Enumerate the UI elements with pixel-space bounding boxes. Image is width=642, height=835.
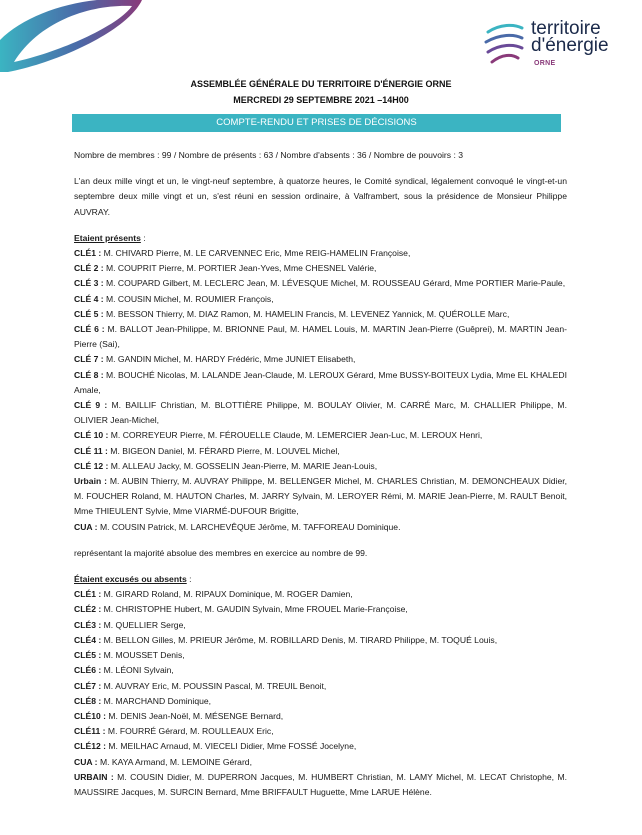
group-members: M. COUPRIT Pierre, M. PORTIER Jean-Yves, Mme CHESNEL Valérie, xyxy=(103,263,377,274)
excused-heading-label: Étaient excusés ou absents xyxy=(74,574,187,585)
group-members: M. COUSIN Didier, M. DUPERRON Jacques, M. HUMBERT Christian, M. LAMY Michel, M. LECAT Christophe, M. MAUSSIRE Jacques, M. SURCIN Bernard, Mme BRIFFAULT Huguette, Mme LARUE Hélène. xyxy=(74,771,567,797)
group-members: M. COUSIN Michel, M. ROUMIER François, xyxy=(103,293,274,304)
group-members: M. DENIS Jean-Noël, M. MÉSENGE Bernard, xyxy=(106,710,284,721)
group-members: M. AUVRAY Eric, M. POUSSIN Pascal, M. TREUIL Benoit, xyxy=(101,680,327,691)
group-key: CLÉ2 : xyxy=(74,604,102,615)
excused-heading: Étaient excusés ou absents : xyxy=(74,574,192,585)
group-key: CLÉ 7 : xyxy=(74,354,104,365)
group-members: M. BOUCHÉ Nicolas, M. LALANDE Jean-Claude, M. LEROUX Gérard, Mme BUSSY-BOITEUX Lydia, Mme EL KHALEDI Amale, xyxy=(74,369,567,395)
group-key: CLÉ 4 : xyxy=(74,293,104,304)
group-key: CLÉ 9 : xyxy=(74,400,108,411)
group-members: M. LÉONI Sylvain, xyxy=(101,665,174,676)
group-key: CLÉ 10 : xyxy=(74,430,109,441)
intro-paragraph: L'an deux mille vingt et un, le vingt-neuf septembre, à quatorze heures, le Comité syndical, légalement convoqué le vingt-et-un septembre deux mille vingt et un, s'est réuni en session ordinaire, à Valframbert, sous la présidence de Monsieur Philippe AUVRAY. xyxy=(74,176,567,217)
group-members: M. COUSIN Patrick, M. LARCHEVÊQUE Jérôme, M. TAFFOREAU Dominique. xyxy=(97,521,401,532)
header-swoosh-graphic xyxy=(0,0,150,80)
member-group xyxy=(74,648,567,663)
group-key: CLÉ 8 : xyxy=(74,369,104,380)
group-key: CLÉ 6 : xyxy=(74,324,105,335)
group-key: CLÉ11 : xyxy=(74,726,106,737)
member-group xyxy=(74,322,567,352)
group-members: M. MOUSSET Denis, xyxy=(101,650,185,661)
group-members: M. MEILHAC Arnaud, M. VIECELI Didier, Mme FOSSÉ Jocelyne, xyxy=(106,741,357,752)
logo-subtitle: ORNE xyxy=(534,60,556,67)
group-members: M. CHRISTOPHE Hubert, M. GAUDIN Sylvain, Mme FROUEL Marie-Françoise, xyxy=(101,604,408,615)
member-group xyxy=(74,474,567,520)
member-group xyxy=(74,246,567,261)
member-group xyxy=(74,307,567,322)
member-group xyxy=(74,694,567,709)
member-group xyxy=(74,770,567,800)
member-group xyxy=(74,276,567,291)
group-members: M. ALLEAU Jacky, M. GOSSELIN Jean-Pierre, M. MARIE Jean-Louis, xyxy=(108,460,378,471)
member-group xyxy=(74,459,567,474)
member-group xyxy=(74,633,567,648)
group-members: M. MARCHAND Dominique, xyxy=(101,695,212,706)
member-group xyxy=(74,352,567,367)
group-members: M. GIRARD Roland, M. RIPAUX Dominique, M. ROGER Damien, xyxy=(101,589,353,600)
group-key: CLÉ10 : xyxy=(74,710,106,721)
group-members: M. COUPARD Gilbert, M. LECLERC Jean, M. LÉVESQUE Michel, M. ROUSSEAU Gérard, Mme PORTIER Marie-Paule, xyxy=(103,278,566,289)
group-key: CLÉ5 : xyxy=(74,650,102,661)
group-members: M. CHIVARD Pierre, M. LE CARVENNEC Eric, Mme REIG-HAMELIN Françoise, xyxy=(101,248,411,259)
member-group xyxy=(74,587,567,602)
group-members: M. BAILLIF Christian, M. BLOTTIÈRE Philippe, M. BOULAY Olivier, M. CARRÉ Marc, M. CHALLIER Philippe, M. OLIVIER Jean-Michel, xyxy=(74,400,567,426)
group-members: M. BIGEON Daniel, M. FÉRARD Pierre, M. LOUVEL Michel, xyxy=(107,445,340,456)
group-key: CLÉ 3 : xyxy=(74,278,104,289)
group-key: CLÉ 2 : xyxy=(74,263,104,274)
member-group xyxy=(74,724,567,739)
member-group xyxy=(74,428,567,443)
member-group xyxy=(74,520,567,535)
member-group xyxy=(74,679,567,694)
attendance-summary: Nombre de membres : 99 / Nombre de présents : 63 / Nombre d'absents : 36 / Nombre de pouvoirs : 3 xyxy=(74,150,464,160)
member-group xyxy=(74,398,567,428)
member-group xyxy=(74,444,567,459)
group-key: CLÉ8 : xyxy=(74,695,102,706)
member-group xyxy=(74,618,567,633)
group-key: CLÉ1 : xyxy=(74,248,102,259)
present-list xyxy=(74,246,567,535)
member-group xyxy=(74,755,567,770)
group-members: M. BELLON Gilles, M. PRIEUR Jérôme, M. ROBILLARD Denis, M. TIRARD Philippe, M. TOQUÉ Louis, xyxy=(101,634,498,645)
member-group xyxy=(74,709,567,724)
group-members: M. FOURRÉ Gérard, M. ROULLEAUX Eric, xyxy=(105,726,274,737)
document-title: ASSEMBLÉE GÉNÉRALE DU TERRITOIRE D'ÉNERGIE ORNE xyxy=(190,79,452,89)
group-key: CLÉ 12 : xyxy=(74,460,109,471)
member-group xyxy=(74,663,567,678)
group-key: CLÉ3 : xyxy=(74,619,102,630)
present-heading: Etaient présents : xyxy=(74,232,146,243)
group-key: CLÉ1 : xyxy=(74,589,102,600)
group-key: CLÉ 11 : xyxy=(74,445,108,456)
document-date: MERCREDI 29 SEPTEMBRE 2021 –14H00 xyxy=(233,95,409,105)
group-key: CLÉ7 : xyxy=(74,680,102,691)
group-members: M. KAYA Armand, M. LEMOINE Gérard, xyxy=(97,756,252,767)
logo-line-2: d'énergie xyxy=(531,35,609,56)
group-key: CLÉ12 : xyxy=(74,741,106,752)
group-key: URBAIN : xyxy=(74,771,114,782)
member-group xyxy=(74,261,567,276)
group-key: CLÉ4 : xyxy=(74,634,102,645)
group-members: M. CORREYEUR Pierre, M. FÉROUELLE Claude, M. LEMERCIER Jean-Luc, M. LEROUX Henri, xyxy=(108,430,483,441)
logo-wordmark xyxy=(531,20,609,54)
document-body xyxy=(74,148,567,800)
present-heading-label: Etaient présents xyxy=(74,232,141,243)
group-members: M. GANDIN Michel, M. HARDY Frédéric, Mme JUNIET Elisabeth, xyxy=(103,354,356,365)
majority-statement: représentant la majorité absolue des membres en exercice au nombre de 99. xyxy=(74,547,368,558)
group-key: CUA : xyxy=(74,521,98,532)
member-group xyxy=(74,602,567,617)
group-members: M. BESSON Thierry, M. DIAZ Ramon, M. HAMELIN Francis, M. LEVENEZ Yannick, M. QUÉROLLE Marc, xyxy=(103,308,510,319)
member-group xyxy=(74,368,567,398)
group-key: CLÉ6 : xyxy=(74,665,102,676)
member-group xyxy=(74,739,567,754)
logo-line-1: territoire xyxy=(531,18,601,39)
group-members: M. QUELLIER Serge, xyxy=(101,619,186,630)
group-members: M. AUBIN Thierry, M. AUVRAY Philippe, M. BELLENGER Michel, M. CHARLES Christian, M. DEMONCHEAUX Didier, M. FOUCHER Roland, M. HAUTON Charles, M. JARRY Sylvain, M. LEROYER Rémi, M. MARIE Jean-Pierre, M. RAULT Benoit, Mme THIEULENT Sylvie, Mme VIARMÉ-DUFOUR Brigitte, xyxy=(74,476,567,517)
section-banner: COMPTE-RENDU ET PRISES DE DÉCISIONS xyxy=(72,114,561,132)
group-key: CLÉ 5 : xyxy=(74,308,104,319)
member-group xyxy=(74,292,567,307)
group-key: CUA : xyxy=(74,756,98,767)
group-key: Urbain : xyxy=(74,476,107,487)
excused-list xyxy=(74,587,567,800)
group-members: M. BALLOT Jean-Philippe, M. BRIONNE Paul, M. HAMEL Louis, M. MARTIN Jean-Pierre (Guêprei), M. MARTIN Jean-Pierre (Sai), xyxy=(74,324,567,350)
